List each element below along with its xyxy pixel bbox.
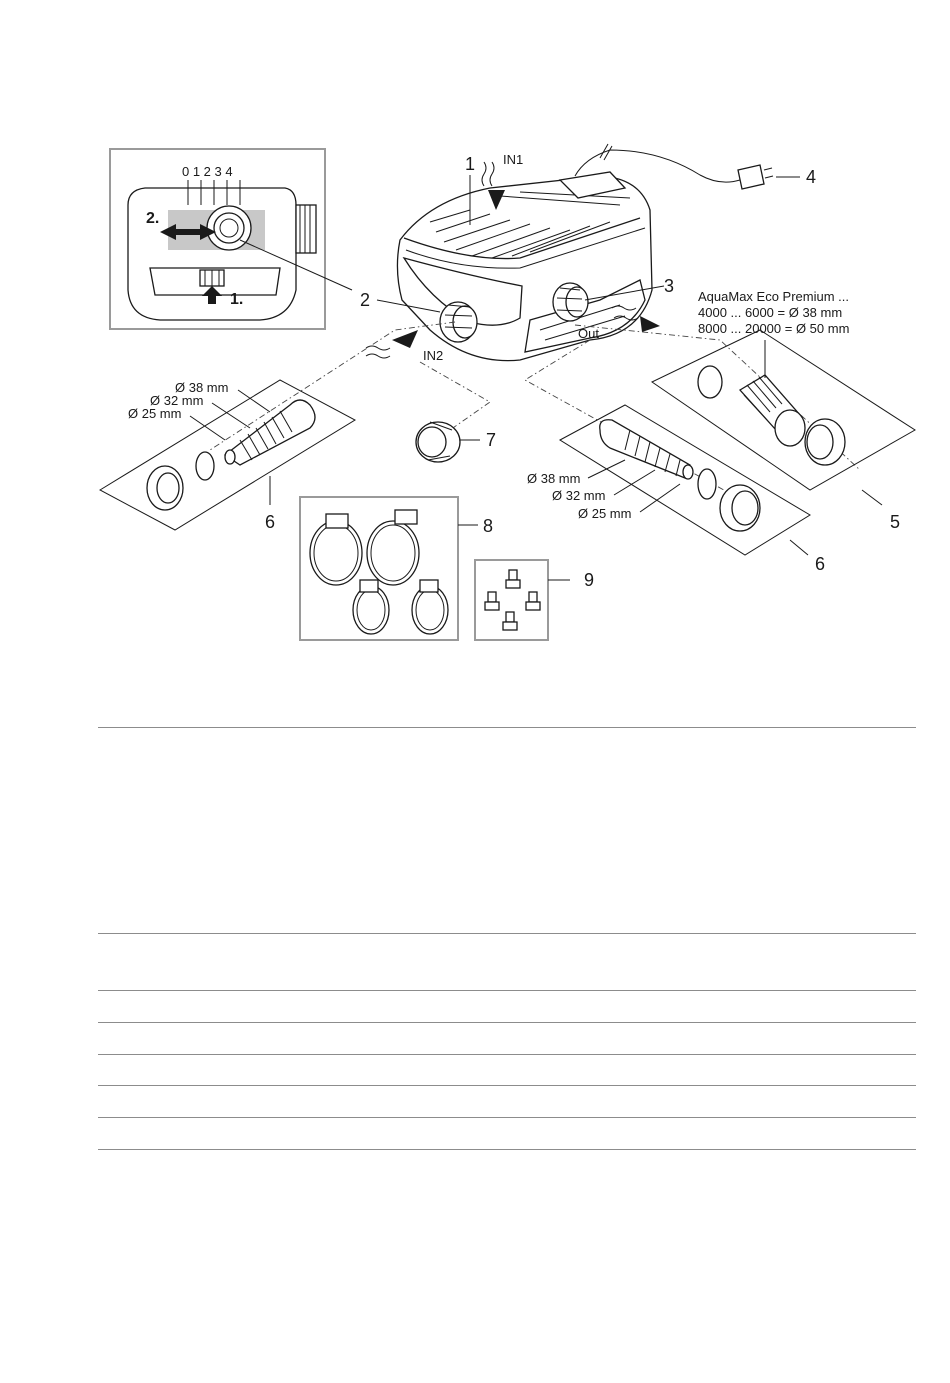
scale-label: 0 1 2 3 4 xyxy=(182,164,233,179)
callout-9: 9 xyxy=(584,570,595,590)
inlet-connector-in2 xyxy=(440,302,477,342)
callout-1: 1 xyxy=(465,154,476,174)
axis-left xyxy=(210,322,455,450)
table-rule xyxy=(98,1085,916,1086)
axis-nut xyxy=(420,362,490,430)
callout-6-left: 6 xyxy=(265,512,276,532)
hose-left-32-label: Ø 32 mm xyxy=(150,393,204,408)
table-rule xyxy=(98,1117,916,1118)
table-rule xyxy=(98,933,916,934)
hose-right-25-label: Ø 25 mm xyxy=(578,506,632,521)
table-rule xyxy=(98,1054,916,1055)
pump-body xyxy=(397,172,652,361)
callout-4: 4 xyxy=(806,167,817,187)
callout-8: 8 xyxy=(483,516,494,536)
hose-connector-kit-right xyxy=(652,330,915,505)
callout-6-right: 6 xyxy=(815,554,826,574)
callout-2: 2 xyxy=(360,290,371,310)
in2-label: IN2 xyxy=(423,348,444,363)
union-nut xyxy=(416,422,480,462)
rubber-feet-box xyxy=(475,560,570,640)
hose-adapter-kit-right xyxy=(560,405,810,555)
table-rule xyxy=(98,727,916,728)
model-note-line3: 8000 ... 20000 = Ø 50 mm xyxy=(698,321,850,336)
out-label: Out xyxy=(578,326,599,341)
in1-label: IN1 xyxy=(503,152,524,167)
table-rule xyxy=(98,990,916,991)
step-2-label: 2. xyxy=(146,210,160,227)
hose-right-32-label: Ø 32 mm xyxy=(552,488,606,503)
step-1-label: 1. xyxy=(230,291,244,308)
callout-5: 5 xyxy=(890,512,901,532)
hose-right-38-label: Ø 38 mm xyxy=(527,471,581,486)
hose-clamps-box xyxy=(300,497,478,640)
outlet-connector-out xyxy=(553,283,588,321)
callout-3: 3 xyxy=(664,276,675,296)
model-note-line2: 4000 ... 6000 = Ø 38 mm xyxy=(698,305,843,320)
table-rule xyxy=(98,1149,916,1150)
hose-left-25-label: Ø 25 mm xyxy=(128,406,182,421)
model-note-line1: AquaMax Eco Premium ... xyxy=(698,289,849,304)
hose-left-38-label: Ø 38 mm xyxy=(175,380,229,395)
table-rule xyxy=(98,1022,916,1023)
callout-7: 7 xyxy=(486,430,497,450)
